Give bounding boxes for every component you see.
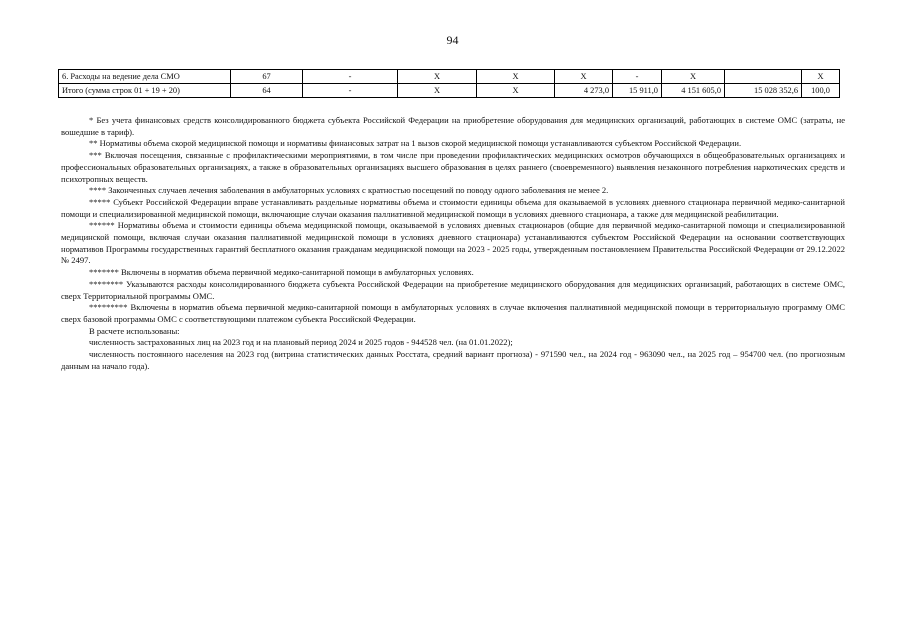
table-cell: X: [477, 84, 555, 98]
table-cell: X: [477, 70, 555, 84]
footnote-6: ****** Нормативы объема и стоимости единицы объема медицинской помощи, оказываемой в условиях дневных стационаров (общие для первичной медико-санитарной помощи и специализированной медицинской помощи, включая случаи оказания паллиативной медицинской помощи в условиях дневного стационара) устанавливаются субъектом Российской Федерации на основании соответствующих нормативов Программы государственных гарантий бесплатного оказания гражданам медицинской помощи на 2023 - 2025 годы, утвержденным постановлением Правительства Российской Федерации от 29.12.2022 № 2497.: [61, 220, 845, 266]
table-row-total: [59, 84, 840, 98]
table-cell: X: [398, 70, 477, 84]
footnote-8: ******** Указываются расходы консолидированного бюджета субъекта Российской Федерации на приобретение медицинского оборудования для медицинских организаций, работающих в системе ОМС, сверх Территориальной программы ОМС.: [61, 278, 845, 301]
table-cell: 15 028 352,6: [725, 84, 802, 98]
footnote-9: ********* Включены в норматив объема первичной медико-санитарной помощи в амбулаторных условиях в случае включения паллиативной медицинской помощи в территориальную программу ОМС сверх базовой программы ОМС с соответствующими платежом субъекта Российской Федерации.: [61, 302, 845, 324]
table-cell: X: [662, 70, 725, 84]
table-cell: 6. Расходы на ведение дела СМО: [59, 70, 231, 84]
calculation-heading: В расчете использованы:: [89, 325, 180, 336]
footnote-2: ** Нормативы объема скорой медицинской помощи и нормативы финансовых затрат на 1 вызов скорой медицинской помощи устанавливаются субъектом Российской Федерации.: [89, 138, 742, 149]
calculation-population: численность постоянного населения на 2023 год (витрина статистических данных Росстата, средний вариант прогноза) - 971590 чел., на 2024 год - 963090 чел., на 2025 год – 954700 чел. (по прогнозным данным на начало года).: [61, 349, 845, 371]
footnote-4: **** Законченных случаев лечения заболевания в амбулаторных условиях с кратностью посещений по поводу одного заболевания не менее 2.: [89, 185, 609, 196]
footnotes: [61, 115, 845, 372]
table-cell: -: [613, 70, 662, 84]
table-cell: 67: [231, 70, 303, 84]
table-cell: [725, 70, 802, 84]
footnote-5: ***** Субъект Российской Федерации вправе устанавливать раздельные нормативы объема и стоимости единицы объема для оказываемой в условиях дневного стационара первичной медико-санитарной помощи и специализированной медицинской помощи, включающие случаи оказания паллиативной медицинской помощи в условиях дневного стационара, а также для медицинской реабилитации.: [61, 196, 845, 219]
table-cell: X: [802, 70, 840, 84]
table-cell: 4 273,0: [555, 84, 613, 98]
table-cell: -: [303, 84, 398, 98]
table-cell: X: [555, 70, 613, 84]
table-cell: -: [303, 70, 398, 84]
page-number: 94: [446, 33, 459, 47]
table-cell: 64: [231, 84, 303, 98]
table-cell: X: [398, 84, 477, 98]
footnote-3: *** Включая посещения, связанные с профилактическими мероприятиями, в том числе при проведении профилактических медицинских осмотров обучающихся в общеобразовательных организациях и профессиональных образовательных организациях, а также в образовательных организациях высшего образования в целях раннего (своевременного) выявления незаконного потребления наркотических средств и психотропных веществ.: [61, 150, 845, 184]
table-cell: 100,0: [802, 84, 840, 98]
summary-table: [58, 69, 840, 98]
table-cell: 15 911,0: [613, 84, 662, 98]
table-cell: 4 151 605,0: [662, 84, 725, 98]
footnote-1: * Без учета финансовых средств консолидированного бюджета субъекта Российской Федерации на приобретение оборудования для медицинских организаций, работающих в системе ОМС (затраты, не вошедшие в тариф).: [61, 115, 845, 137]
footnote-7: ******* Включены в норматив объема первичной медико-санитарной помощи в амбулаторных условиях.: [89, 267, 474, 278]
table-row-smo-expenses: [59, 70, 840, 84]
calculation-insured: численность застрахованных лиц на 2023 год и на плановый период 2024 и 2025 годов - 944528 чел. (на 01.01.2022);: [89, 337, 513, 348]
table-cell: Итого (сумма строк 01 + 19 + 20): [59, 84, 231, 98]
